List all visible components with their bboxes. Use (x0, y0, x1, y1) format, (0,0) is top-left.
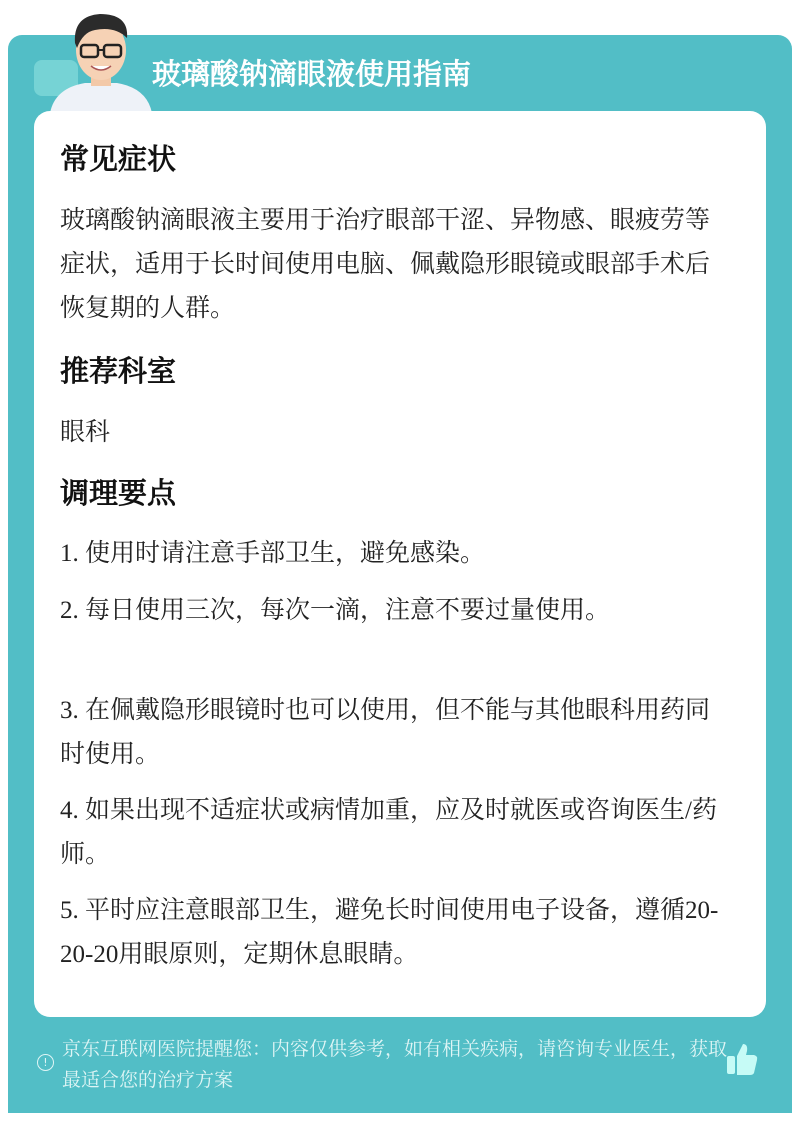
notice-icon: ! (37, 1054, 54, 1071)
section-heading-department: 推荐科室 (60, 354, 177, 388)
disclaimer-text: 京东互联网医院提醒您：内容仅供参考，如有相关疾病，请咨询专业医生，获取最适合您的治疗方案 (62, 1038, 728, 1091)
care-item: 3. 在佩戴隐形眼镜时也可以使用，但不能与其他眼科用药同时使用。 (60, 697, 711, 768)
care-item: 1. 使用时请注意手部卫生，避免感染。 (60, 540, 486, 567)
care-item: 2. 每日使用三次，每次一滴，注意不要过量使用。 (60, 597, 611, 624)
thumbs-up-icon[interactable] (726, 1042, 758, 1076)
page-title: 玻璃酸钠滴眼液使用指南 (152, 57, 472, 91)
department-text: 眼科 (60, 417, 111, 446)
symptoms-text: 玻璃酸钠滴眼液主要用于治疗眼部干涩、异物感、眼疲劳等症状，适用于长时间使用电脑、佩戴隐形眼镜或眼部手术后恢复期的人群。 (60, 205, 711, 322)
doctor-avatar-icon (45, 8, 157, 113)
care-item: 5. 平时应注意眼部卫生，避免长时间使用电子设备，遵循20-20-20用眼原则，定期休息眼睛。 (60, 897, 719, 968)
content-card (34, 111, 766, 1017)
section-heading-symptoms: 常见症状 (60, 142, 177, 176)
section-heading-care: 调理要点 (60, 476, 177, 510)
care-item: 4. 如果出现不适症状或病情加重，应及时就医或咨询医生/药师。 (60, 797, 717, 868)
